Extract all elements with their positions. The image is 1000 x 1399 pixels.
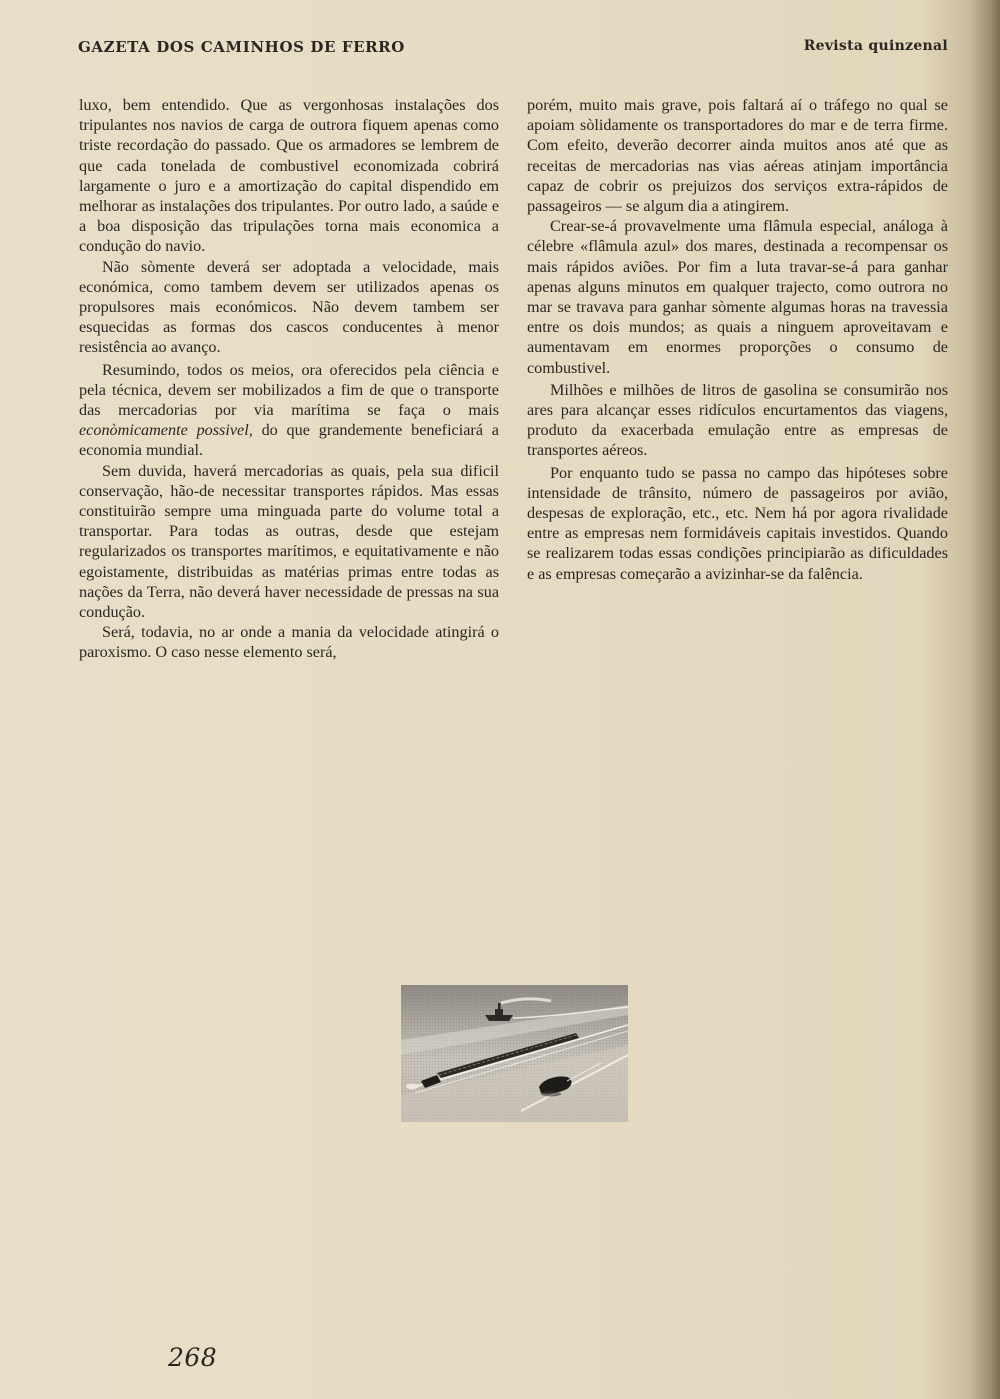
paragraph [79, 360, 499, 461]
page-number: 268 [168, 1343, 218, 1372]
text-column-left [79, 95, 499, 663]
paragraph: porém, muito mais grave, pois faltará aí o tráfego no qual se apoiam sòlidamente os transportadores do mar e de terra firme. Com efeito, deverão decorrer ainda muitos anos até que as receitas de mercadorias nas vias aéreas atinjam importância capaz de cobrir os prejuizos dos serviços extra-rápidos de passageiros — se algum dia a atingirem. [527, 96, 948, 216]
transport-illustration [401, 985, 628, 1122]
page-binding-shadow [970, 0, 1000, 1399]
running-header [78, 38, 948, 60]
paragraph: Por enquanto tudo se passa no campo das hipóteses sobre intensidade de trânsito, número de passageiros por avião, despesas de exploração, etc., etc. Nem há por agora rivalidade entre as empresas nem formidáveis capitais investidos. Quando se realizarem todas essas condições principiarão as dificuldades e as empresas começarão a avizinhar-se da falência. [527, 463, 948, 583]
paragraph: Sem duvida, haverá mercadorias as quais, pela sua dificil conservação, hão-de necessitar transportes rápidos. Mas essas constituirão sempre uma minguada parte do volume total a transportar. Para todas as outras, desde que estejam regularizados os transportes marítimos, e equitativamente e não egoistamente, distribuidas as matérias primas entre todas as nações da Terra, não deverá haver necessidade de pressas na sua condução. [79, 461, 499, 622]
paragraph: Não sòmente deverá ser adoptada a velocidade, mais económica, como tambem devem ser utilizados apenas os propulsores mais económicos. Não devem tambem ser esquecidas as formas dos cascos conducentes à menor resistência ao avanço. [79, 257, 499, 357]
publication-title: GAZETA DOS CAMINHOS DE FERRO [78, 38, 405, 56]
text-column-right [527, 95, 948, 584]
publication-subtitle: Revista quinzenal [803, 38, 948, 54]
paragraph-text: do que grandemente beneficiará a economia mundial. [79, 421, 499, 460]
paragraph: Milhões e milhões de litros de gasolina se consumirão nos ares para alcançar esses ridículos encurtamentos das viagens, produto da exacerbada emulação entre as empresas de transportes aéreos. [527, 380, 948, 460]
paragraph-text: Resumindo, todos os meios, ora oferecidos pela ciência e pela técnica, devem ser mobilizados a fim de que o transporte das mercadorias por via marítima se faça o mais [79, 360, 499, 420]
paragraph: Será, todavia, no ar onde a mania da velocidade atingirá o paroxismo. O caso nesse elemento será, [79, 623, 499, 662]
paragraph: Crear-se-á provavelmente uma flâmula especial, análoga à célebre «flâmula azul» dos mares, destinada a recompensar os mais rápidos aviões. Por fim a luta travar-se-á para ganhar apenas alguns minutos em qualquer trajecto, como outrora no mar se travava para ganhar sòmente algumas horas na travessia entre os dois mundos; as quais a ninguem aproveitavam e aumentavam em enormes proporções o consumo de combustivel. [527, 217, 948, 377]
paragraph: luxo, bem entendido. Que as vergonhosas instalações dos tripulantes nos navios de carga de outrora fiquem apenas como triste recordação do passado. Que os armadores se lembrem de que cada tonelada de combustivel economizada cobrirá largamente o juro e a amortização do capital dispendido em melhorar as instalações dos tripulantes. Por outro lado, a saúde e a boa disposição das tripulações torna mais economica a condução do navio. [79, 96, 499, 256]
emphasis-text: econòmicamente possivel, [79, 421, 253, 440]
illustration-svg [401, 985, 628, 1122]
